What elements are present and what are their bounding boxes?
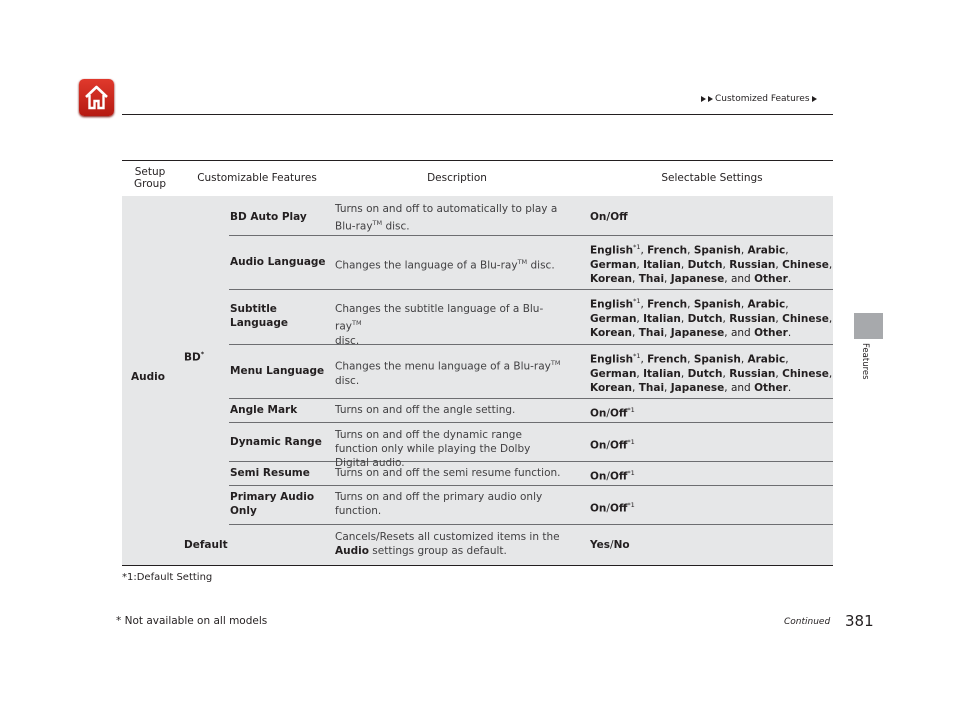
table-footnote: *1:Default Setting: [122, 572, 213, 583]
section-tab-marker: [854, 313, 883, 339]
feature-description: Changes the language of a Blu-ray™ disc.: [335, 258, 555, 272]
feature-description: Turns on and off the semi resume function.: [335, 467, 561, 479]
breadcrumb-arrow-icon: [708, 96, 713, 102]
feature-description: Changes the menu language of a Blu-ray™ disc.: [335, 359, 561, 387]
col-header-description: Description: [427, 172, 487, 184]
table-row: [184, 524, 833, 565]
feature-settings: Yes/No: [590, 539, 630, 551]
feature-name: Menu Language: [230, 365, 325, 377]
header-rule: [122, 114, 833, 115]
table-row: [229, 485, 833, 525]
feature-settings: On/Off$^{*1}$: [590, 501, 635, 515]
feature-name: Audio Language: [230, 256, 326, 268]
subgroup-label: [184, 350, 204, 364]
section-tab-label: Features: [860, 343, 870, 380]
group-label: Audio: [131, 371, 165, 383]
feature-name: Subtitle Language: [230, 303, 288, 329]
col-header-settings: Selectable Settings: [661, 172, 763, 184]
feature-settings: On/Off: [590, 211, 628, 223]
page-number: 381: [845, 612, 874, 630]
table-row: [229, 461, 833, 486]
feature-description: Turns on and off the primary audio only function.: [335, 491, 543, 517]
breadcrumb-arrow-icon: [701, 96, 706, 102]
feature-name: Primary Audio Only: [230, 491, 315, 517]
col-header-group: Setup Group: [134, 166, 166, 190]
feature-description: Turns on and off to automatically to play a Blu-ray™ disc.: [335, 203, 558, 233]
table-row: [229, 422, 833, 469]
feature-name: Default: [184, 539, 228, 551]
feature-settings: English$^{*1}$, French, Spanish, Arabic, German, Italian, Dutch, Russian, Chinese, Korean, Thai, Japanese, and Other.: [590, 297, 833, 339]
subgroup-mark: *: [200, 350, 205, 358]
feature-settings: On/Off$^{*1}$: [590, 438, 635, 452]
breadcrumb[interactable]: [701, 94, 817, 104]
feature-description: Changes the subtitle language of a Blu-ray™ disc.: [335, 303, 544, 347]
table-row: [229, 196, 833, 236]
table-row: [229, 344, 833, 399]
col-header-feature: Customizable Features: [197, 172, 317, 184]
feature-name: BD Auto Play: [230, 211, 307, 223]
feature-settings: On/Off$^{*1}$: [590, 406, 635, 420]
home-button[interactable]: [79, 79, 114, 116]
feature-settings: English$^{*1}$, French, Spanish, Arabic, German, Italian, Dutch, Russian, Chinese, Korean, Thai, Japanese, and Other.: [590, 352, 833, 394]
feature-description: Turns on and off the dynamic range function only while playing the Dolby Digital audio.: [335, 429, 531, 469]
home-icon: [83, 84, 110, 111]
feature-settings: English$^{*1}$, French, Spanish, Arabic, German, Italian, Dutch, Russian, Chinese, Korean, Thai, Japanese, and Other.: [590, 243, 833, 285]
subgroup-text: BD: [184, 351, 201, 364]
table-row: [229, 235, 833, 290]
table-row: [229, 289, 833, 345]
feature-settings: On/Off$^{*1}$: [590, 469, 635, 483]
breadcrumb-label: Customized Features: [715, 94, 810, 104]
feature-description: Cancels/Resets all customized items in the Audio settings group as default.: [335, 531, 560, 557]
feature-description: Turns on and off the angle setting.: [335, 404, 516, 416]
availability-note: * Not available on all models: [116, 615, 268, 627]
feature-name: Dynamic Range: [230, 436, 322, 448]
feature-name: Angle Mark: [230, 404, 298, 416]
feature-name: Semi Resume: [230, 467, 310, 479]
continued-label: Continued: [784, 617, 831, 627]
breadcrumb-arrow-icon: [812, 96, 817, 102]
table-header: [122, 160, 833, 197]
table-row: [229, 398, 833, 423]
